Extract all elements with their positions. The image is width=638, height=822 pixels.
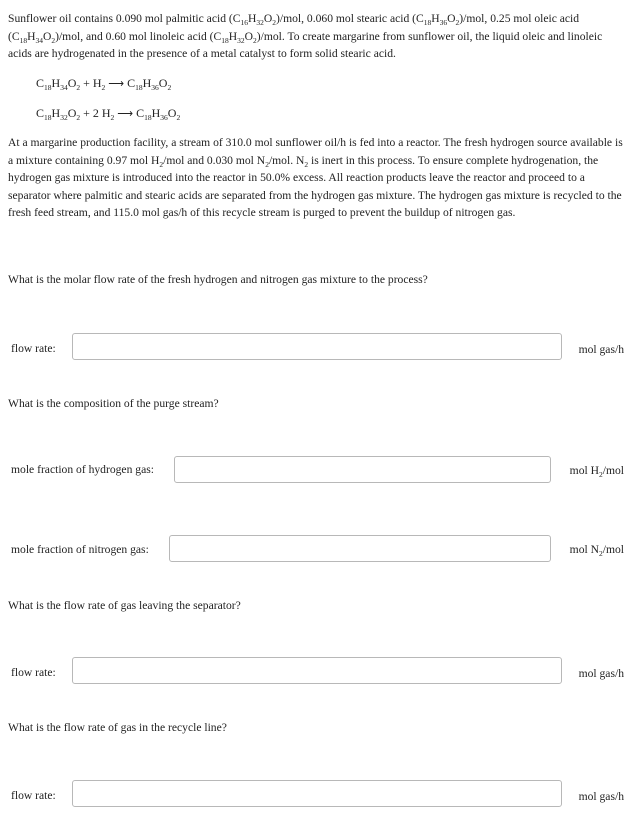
- mole-fraction-hydrogen-input[interactable]: [174, 456, 551, 483]
- process-paragraph: At a margarine production facility, a stream of 310.0 mol sunflower oil/h is fed into a reactor. The fresh hydrogen source available is a mixture containing 0.97 mol $H_2$/mol and 0.030 mol $N_2$/mol. $N_2$ is inert in this process. To ensure complete hydrogenation, the hydrogen gas mixture is introduced into the reactor in 50.0% excess. All reaction products leave the reactor and proceed to a separator where palmitic and stearic acids are separated from the hydrogen gas mixture. The hydrogen gas mixture is recycled to the fresh feed stream, and 115.0 mol gas/h of this recycle stream is purged to prevent the buildup of nitrogen gas.: [8, 136, 623, 219]
- recycle-flow-rate-input[interactable]: [72, 780, 562, 807]
- reaction-equation-oleic: $C_{18}H_{34}O_2 + H_2$ ⟶ $C_{18}H_{36}O_2$: [36, 76, 172, 92]
- question-purge-composition: What is the composition of the purge stream?: [8, 397, 219, 410]
- intro-paragraph: Sunflower oil contains 0.090 mol palmitic acid $(C_{16}H_{32}O_2)$/mol, 0.060 mol stearic acid $(C_{18}H_{36}O_2)$/mol, 0.25 mol oleic acid $(C_{18}H_{34}O_2)$/mol, and 0.60 mol linoleic acid $(C_{18}H_{32}O_2)$/mol. To create margarine from sunflower oil, the liquid oleic and linoleic acids are hydrogenated in the presence of a metal catalyst to form solid stearic acid.: [8, 12, 603, 60]
- reaction-arrow: ⟶: [108, 78, 125, 90]
- flow-rate-label: flow rate:: [11, 666, 56, 679]
- unit-label: mol gas/h: [578, 667, 624, 680]
- question-recycle-flow: What is the flow rate of gas in the recycle line?: [8, 721, 227, 734]
- reaction-equation-linoleic: $C_{18}H_{32}O_2 + 2$ $H_2$ ⟶ $C_{18}H_{36}O_2$: [36, 106, 181, 122]
- question-fresh-feed: What is the molar flow rate of the fresh hydrogen and nitrogen gas mixture to the process?: [8, 273, 428, 286]
- unit-label: mol gas/h: [578, 790, 624, 803]
- unit-label: mol gas/h: [578, 343, 624, 356]
- separator-flow-rate-input[interactable]: [72, 657, 562, 684]
- mole-fraction-hydrogen-label: mole fraction of hydrogen gas:: [11, 463, 154, 476]
- unit-label: mol $N_2$/mol: [569, 543, 624, 558]
- question-separator-flow: What is the flow rate of gas leaving the separator?: [8, 599, 241, 612]
- reaction-arrow: ⟶: [117, 108, 134, 120]
- mole-fraction-nitrogen-label: mole fraction of nitrogen gas:: [11, 543, 149, 556]
- flow-rate-label: flow rate:: [11, 342, 56, 355]
- mole-fraction-nitrogen-input[interactable]: [169, 535, 551, 562]
- unit-label: mol $H_2$/mol: [569, 464, 624, 479]
- fresh-feed-flow-rate-input[interactable]: [72, 333, 562, 360]
- flow-rate-label: flow rate:: [11, 789, 56, 802]
